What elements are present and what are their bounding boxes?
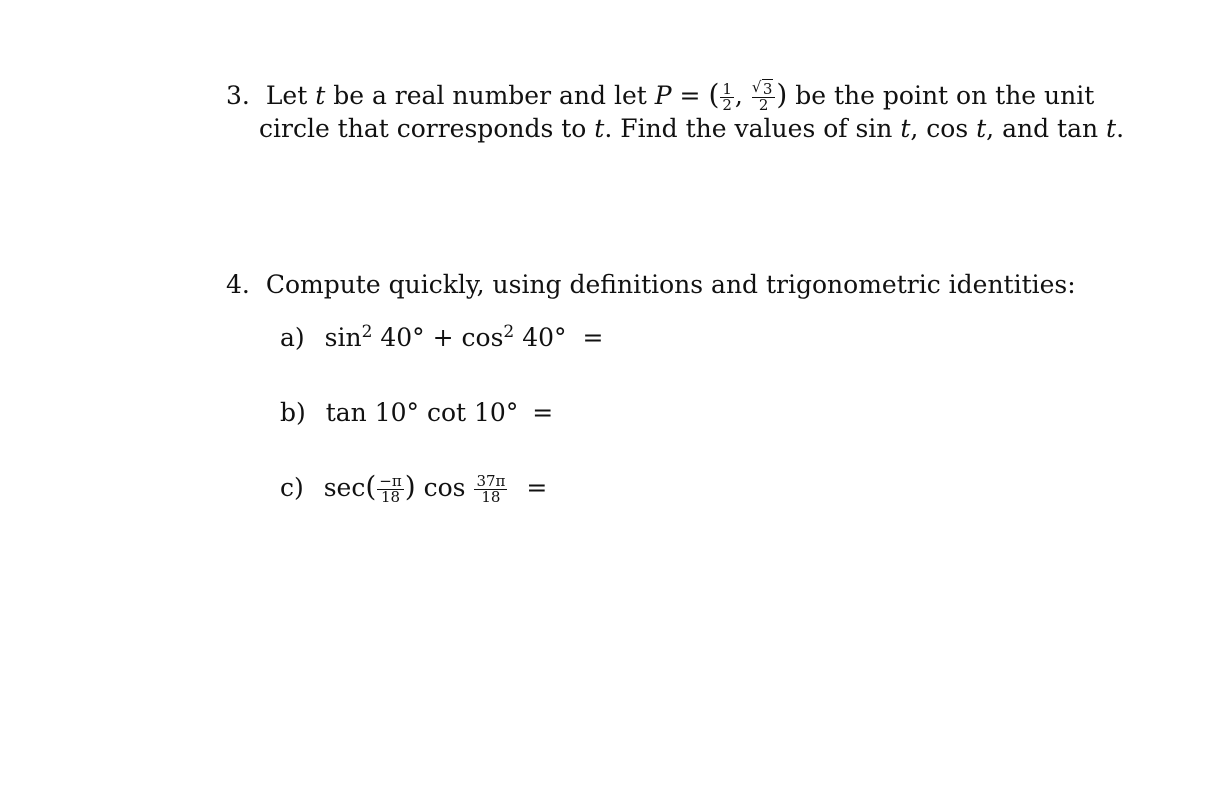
variable-t: t	[315, 81, 326, 110]
problem-3-line-1: 3. Let t be a real number and let P = ( $\frac{1}{2}$ , √ $\frac{3}{2}$ ) be the point on the unit	[226, 80, 1094, 113]
variable-p: P	[654, 81, 672, 110]
problem-4-heading	[226, 270, 1076, 300]
part-a	[280, 323, 603, 356]
part-b-label: b)	[280, 398, 306, 427]
problem-3-text-f: , cos	[910, 114, 977, 143]
angle-value: 40°	[522, 323, 567, 352]
sin-function: sin	[324, 323, 362, 352]
plus-sign: +	[432, 323, 454, 352]
close-paren: )	[404, 470, 416, 503]
part-c	[280, 472, 547, 505]
problem-3-line-2	[259, 114, 1124, 144]
variable-t: t	[1106, 114, 1117, 143]
open-paren: (	[708, 78, 720, 111]
equals-sign: =	[532, 398, 554, 427]
equals-sign: =	[526, 473, 548, 502]
problem-3-text-b: be a real number and let	[333, 81, 655, 110]
problem-4-prompt: Compute quickly, using definitions and trigonometric identities:	[265, 270, 1076, 299]
problem-3-text-c: be the point on the unit	[795, 81, 1095, 110]
close-paren: )	[776, 78, 788, 111]
cos-function: cos	[423, 473, 466, 502]
variable-t: t	[594, 114, 605, 143]
angle-value: 40°	[380, 323, 425, 352]
fraction-37pi-over-18: $\frac{37\pi}{18}$	[476, 472, 506, 506]
problem-3-text-d: circle that corresponds to	[259, 114, 595, 143]
part-c-label: c)	[280, 473, 304, 502]
variable-t: t	[900, 114, 911, 143]
fraction-sqrt3-over-2: √ $\frac{3}{2}$	[752, 82, 776, 113]
exponent: 2	[361, 322, 373, 342]
part-b	[280, 398, 553, 428]
problem-3-number: 3.	[226, 81, 250, 110]
part-b-expression: tan 10° cot 10°	[325, 398, 519, 427]
problem-3-text-h: .	[1116, 114, 1125, 143]
problem-3-text-a: Let	[265, 81, 316, 110]
exponent: 2	[503, 322, 515, 342]
cos-function: cos	[461, 323, 504, 352]
equals-sign: =	[582, 323, 604, 352]
part-a-label: a)	[280, 323, 305, 352]
problem-3-text-e: . Find the values of sin	[604, 114, 901, 143]
open-paren: (	[365, 470, 377, 503]
fraction-one-half: $\frac{1}{2}$	[722, 80, 732, 114]
problem-4-number: 4.	[226, 270, 250, 299]
equals-sign: =	[679, 81, 701, 110]
problem-3-text-g: , and tan	[986, 114, 1107, 143]
sec-function: sec	[323, 473, 366, 502]
fraction-neg-pi-over-18: $\frac{-\pi}{18}$	[379, 472, 402, 506]
variable-t: t	[976, 114, 987, 143]
